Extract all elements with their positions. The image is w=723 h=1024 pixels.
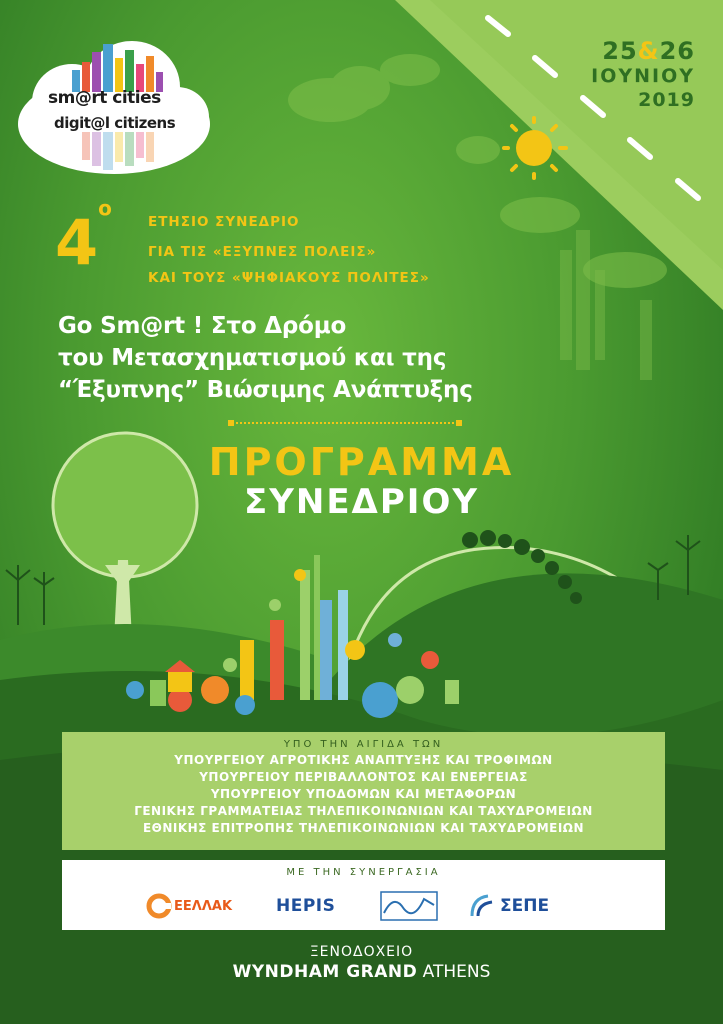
conference-number [55, 196, 112, 280]
auspices-panel [62, 732, 665, 850]
divider [232, 422, 458, 424]
logo-line1: sm@rt cities [48, 88, 161, 108]
hepis-label: HEPIS [276, 896, 336, 916]
amp-sign: & [637, 37, 660, 65]
auspices-item: ΓΕΝΙΚΗΣ ΓΡΑΜΜΑΤΕΙΑΣ ΤΗΛΕΠΙΚΟΙΝΩΝΙΩΝ ΚΑΙ ΤΑΧΥΔΡΟΜΕΙΩΝ [134, 804, 593, 818]
wave-chart-icon [380, 891, 438, 921]
conference-number-value: 4 [55, 206, 99, 280]
auspices-item: ΥΠΟΥΡΓΕΙΟΥ ΠΕΡΙΒΑΛΛΟΝΤΟΣ ΚΑΙ ΕΝΕΡΓΕΙΑΣ [199, 770, 528, 784]
venue-name-bold: WYNDHAM GRAND [232, 962, 418, 982]
eellak-icon [146, 893, 172, 919]
event-year: 2019 [638, 89, 695, 111]
eellak-label: ΕΕΛΛΑΚ [174, 898, 233, 914]
sepe-logo [468, 888, 549, 924]
conference-line-3: ΚΑΙ ΤΟΥΣ «ΨΗΦΙΑΚΟΥΣ ΠΟΛΙΤΕΣ» [148, 270, 430, 286]
logo-line2: digit@l citizens [54, 114, 176, 132]
slogan-line-3: “Έξυπνης” Βιώσιμης Ανάπτυξης [58, 377, 473, 403]
conference-ordinal: ο [98, 196, 112, 220]
program-title: ΠΡΟΓΡΑΜΜΑ [208, 440, 515, 484]
day-end: 26 [659, 37, 695, 65]
venue-name [0, 962, 723, 982]
slogan-line-1: Go Sm@rt ! Στο Δρόμο [58, 313, 347, 339]
sepe-label: ΣΕΠΕ [500, 896, 550, 916]
program-subtitle: ΣΥΝΕΔΡΙΟΥ [244, 482, 479, 522]
auspices-item: ΕΘΝΙΚΗΣ ΕΠΙΤΡΟΠΗΣ ΤΗΛΕΠΙΚΟΙΝΩΝΙΩΝ ΚΑΙ ΤΑΧΥΔΡΟΜΕΙΩΝ [142, 821, 585, 835]
logo [12, 32, 217, 182]
auspices-item: ΥΠΟΥΡΓΕΙΟΥ ΥΠΟΔΟΜΩΝ ΚΑΙ ΜΕΤΑΦΟΡΩΝ [210, 787, 517, 801]
auspices-label: ΥΠΟ ΤΗΝ ΑΙΓΙΔΑ ΤΩΝ [283, 739, 444, 750]
sepe-icon [468, 892, 498, 920]
partners-panel [62, 860, 665, 930]
venue-label: ΞΕΝΟΔΟΧΕΙΟ [309, 944, 414, 960]
wave-chart-logo [380, 888, 438, 924]
conference-line-2: ΓΙΑ ΤΙΣ «ΕΞΥΠΝΕΣ ΠΟΛΕΙΣ» [148, 244, 377, 260]
hepis-logo [276, 888, 335, 924]
event-date [591, 38, 695, 112]
event-month: ΙΟΥΝΙΟΥ [591, 65, 695, 87]
auspices-item: ΥΠΟΥΡΓΕΙΟΥ ΑΓΡΟΤΙΚΗΣ ΑΝΑΠΤΥΞΗΣ ΚΑΙ ΤΡΟΦΙΜΩΝ [174, 753, 553, 767]
slogan-line-2: του Μετασχηματισμού και της [58, 345, 447, 371]
event-days [591, 38, 695, 64]
eellak-logo [146, 888, 232, 924]
partners-label: ΜΕ ΤΗΝ ΣΥΝΕΡΓΑΣΙΑ [286, 867, 441, 878]
day-start: 25 [602, 37, 638, 65]
venue-city: ATHENS [422, 962, 491, 982]
conference-line-1: ΕΤΗΣΙΟ ΣΥΝΕΔΡΙΟ [148, 214, 300, 230]
